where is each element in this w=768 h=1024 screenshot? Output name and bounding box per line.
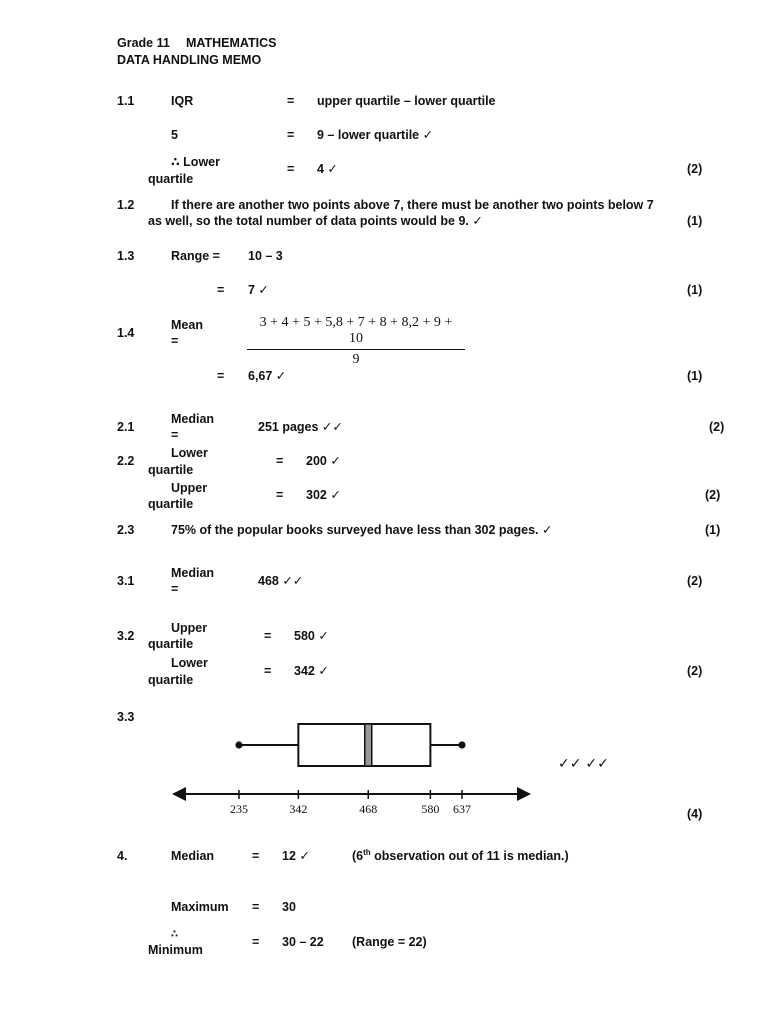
q3-2-marks: (2)	[687, 664, 703, 678]
q3-1-rhs: 468 ✓✓	[258, 574, 304, 588]
fraction-numerator: 3 + 4 + 5 + 5,8 + 7 + 8 + 8,2 + 9 + 10	[247, 315, 465, 350]
q1-2-number: 1.2	[117, 198, 135, 212]
q1-4-lhs-b: =	[171, 334, 179, 348]
q3-2-number: 3.2	[117, 629, 135, 643]
q2-3-marks: (1)	[705, 523, 721, 537]
q3-3-marks: (4)	[687, 807, 703, 821]
number-line-right-arrow	[517, 787, 531, 801]
q3-2-lower-eq: =	[264, 664, 272, 678]
q2-3-text: 75% of the popular books surveyed have less than 302 pages. ✓	[171, 523, 553, 537]
q4-min-eq: =	[252, 935, 260, 949]
q3-2-upper-eq: =	[264, 629, 272, 643]
subject-label: MATHEMATICS	[186, 36, 277, 50]
q2-2-lower-a: Lower	[171, 446, 208, 460]
box-plot	[165, 712, 545, 822]
q3-1-lhs-a: Median	[171, 566, 215, 580]
q3-2-upper-b: quartile	[148, 637, 194, 651]
q1-3-lhs: Range =	[171, 249, 220, 263]
q1-3-line2-eq: =	[217, 283, 225, 297]
q1-2-marks: (1)	[687, 214, 703, 228]
q1-1-rhs: upper quartile – lower quartile	[317, 94, 496, 108]
q1-1-line2-eq: =	[287, 128, 295, 142]
q3-3-number: 3.3	[117, 710, 135, 724]
tick-label-342: 342	[289, 802, 308, 816]
q2-2-upper-eq: =	[276, 488, 284, 502]
q1-3-number: 1.3	[117, 249, 135, 263]
tick-label-468: 468	[359, 802, 378, 816]
q4-min-value: 30 – 22	[282, 935, 324, 949]
q1-1-lhs: IQR	[171, 94, 194, 108]
q2-2-upper-rhs: 302 ✓	[306, 488, 341, 502]
q2-2-upper-a: Upper	[171, 481, 208, 495]
q2-2-lower-b: quartile	[148, 463, 194, 477]
min-point	[235, 741, 242, 748]
q4-median-label: Median	[171, 849, 215, 863]
q1-1-line3-lhs-a: ∴ Lower	[171, 155, 220, 169]
q3-1-number: 3.1	[117, 574, 135, 588]
q3-2-lower-b: quartile	[148, 673, 194, 687]
q1-3-line2-rhs: 7 ✓	[248, 283, 269, 297]
q1-4-number: 1.4	[117, 326, 135, 340]
q4-range-note: (Range = 22)	[352, 935, 427, 949]
q1-4-line2-rhs: 6,67 ✓	[248, 369, 287, 383]
q4-median-eq: =	[252, 849, 260, 863]
q2-2-number: 2.2	[117, 454, 135, 468]
q1-1-marks: (2)	[687, 162, 703, 176]
q1-2-line2: as well, so the total number of data points would be 9. ✓	[148, 214, 483, 228]
tick-label-637: 637	[453, 802, 471, 816]
q2-1-lhs-b: =	[171, 428, 179, 442]
q2-2-marks: (2)	[705, 488, 721, 502]
q2-2-upper-b: quartile	[148, 497, 194, 511]
median-band	[365, 724, 372, 766]
q1-1-line2-lhs: 5	[171, 128, 178, 142]
q3-3-ticks: ✓✓ ✓✓	[558, 755, 609, 771]
q2-3-number: 2.3	[117, 523, 135, 537]
q1-4-lhs-a: Mean	[171, 318, 203, 332]
q1-3-marks: (1)	[687, 283, 703, 297]
fraction-denominator: 9	[352, 352, 360, 367]
tick-label-235: 235	[230, 802, 248, 816]
max-point	[458, 741, 465, 748]
q4-therefore-symbol: ∴	[171, 929, 178, 940]
q2-2-lower-rhs: 200 ✓	[306, 454, 341, 468]
q2-2-lower-eq: =	[276, 454, 284, 468]
mean-fraction	[247, 315, 465, 368]
grade-label: Grade 11	[117, 36, 170, 50]
q3-2-lower-a: Lower	[171, 656, 208, 670]
q2-1-rhs: 251 pages ✓✓	[258, 420, 343, 434]
q4-median-note: (6th observation out of 11 is median.)	[352, 847, 569, 863]
q1-4-line2-eq: =	[217, 369, 225, 383]
q3-1-lhs-b: =	[171, 582, 179, 596]
q4-median-value: 12 ✓	[282, 849, 310, 863]
q1-1-line2-rhs: 9 – lower quartile ✓	[317, 128, 434, 142]
number-line-left-arrow	[172, 787, 186, 801]
q4-max-label: Maximum	[171, 900, 229, 914]
q1-1-line3-eq: =	[287, 162, 295, 176]
q3-2-upper-rhs: 580 ✓	[294, 629, 329, 643]
page-title: DATA HANDLING MEMO	[117, 53, 262, 67]
q3-2-upper-a: Upper	[171, 621, 208, 635]
q4-min-label: Minimum	[148, 943, 203, 957]
q1-3-rhs: 10 – 3	[248, 249, 283, 263]
q4-max-value: 30	[282, 900, 296, 914]
q1-4-marks: (1)	[687, 369, 703, 383]
q3-2-lower-rhs: 342 ✓	[294, 664, 329, 678]
q4-max-eq: =	[252, 900, 260, 914]
q1-1-line3-lhs-b: quartile	[148, 172, 194, 186]
q2-1-marks: (2)	[709, 420, 725, 434]
q2-1-number: 2.1	[117, 420, 135, 434]
q3-1-marks: (2)	[687, 574, 703, 588]
q1-1-line3-rhs: 4 ✓	[317, 162, 338, 176]
q2-1-lhs-a: Median	[171, 412, 215, 426]
q1-1-number: 1.1	[117, 94, 135, 108]
q4-number: 4.	[117, 849, 128, 863]
tick-label-580: 580	[421, 802, 440, 816]
q1-1-eq: =	[287, 94, 295, 108]
q1-2-line1: If there are another two points above 7, there must be another two points below 7	[171, 198, 654, 212]
